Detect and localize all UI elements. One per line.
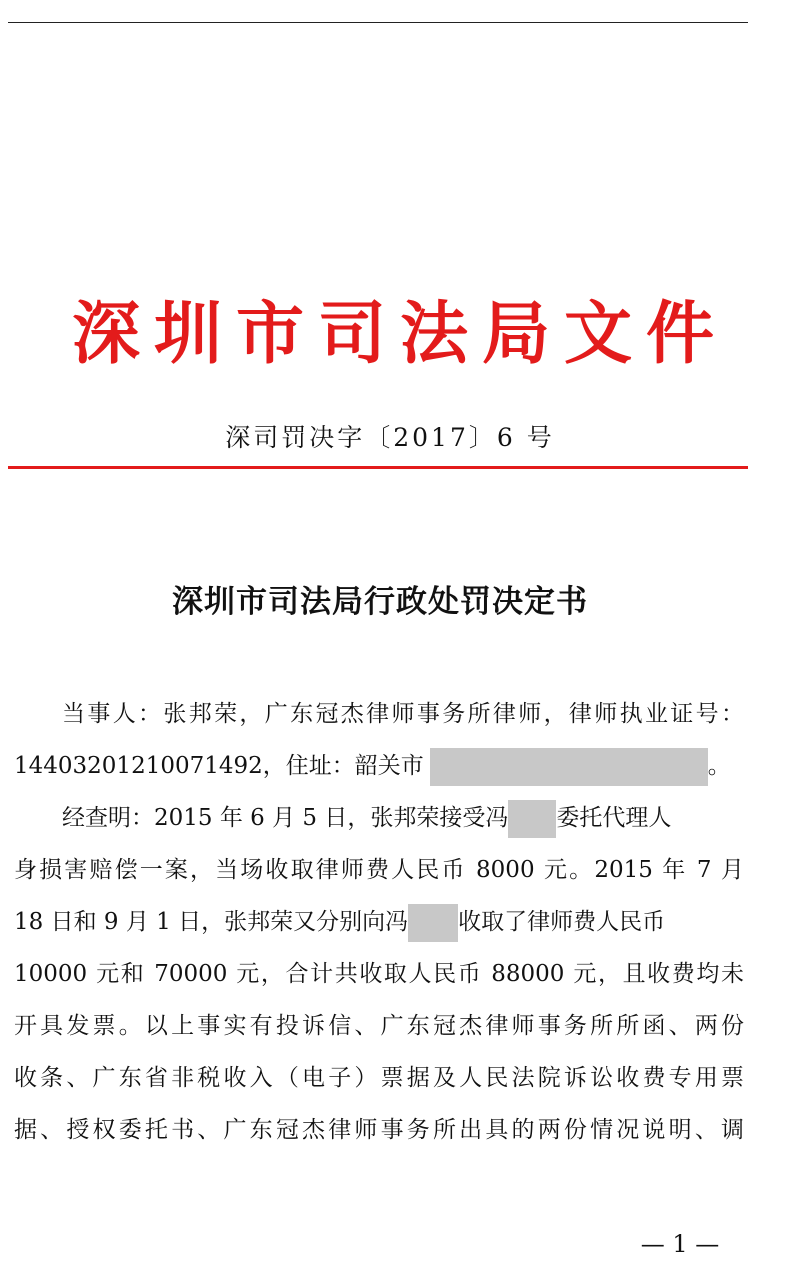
body-line: 身损害赔偿一案，当场收取律师费人民币 8000 元。2015 年 7 月 — [14, 857, 744, 883]
body-line: 收条、广东省非税收入（电子）票据及人民法院诉讼收费专用票 — [14, 1065, 744, 1091]
page-number: — 1 — — [640, 1230, 720, 1258]
body-line: 当事人：张邦荣，广东冠杰律师事务所律师，律师执业证号： — [62, 701, 744, 727]
body-text: 。 — [707, 753, 731, 779]
body-text: 收取了律师费人民币 — [458, 909, 666, 935]
redaction-block — [408, 904, 458, 942]
red-separator-rule — [8, 466, 748, 469]
document-number: 深司罚决字〔2017〕6 号 — [225, 423, 555, 452]
body-line — [14, 902, 744, 942]
body-line — [62, 798, 744, 838]
document-masthead: 深圳市司法局文件 — [71, 295, 728, 374]
top-rule — [8, 22, 748, 23]
body-line: 10000 元和 70000 元，合计共收取人民币 88000 元，且收费均未 — [14, 961, 744, 987]
body-line — [14, 746, 744, 786]
redaction-block — [508, 800, 556, 838]
document-title: 深圳市司法局行政处罚决定书 — [172, 584, 588, 620]
redaction-block — [430, 748, 708, 786]
body-line: 开具发票。以上事实有投诉信、广东冠杰律师事务所所函、两份 — [14, 1013, 744, 1039]
body-text: 14403201210071492，住址：韶关市 — [14, 753, 424, 779]
body-line: 据、授权委托书、广东冠杰律师事务所出具的两份情况说明、调 — [14, 1117, 744, 1143]
body-text: 18 日和 9 月 1 日，张邦荣又分别向冯 — [14, 909, 409, 935]
body-text: 经查明：2015 年 6 月 5 日，张邦荣接受冯 — [62, 805, 509, 831]
body-text: 委托代理人 — [556, 805, 672, 831]
